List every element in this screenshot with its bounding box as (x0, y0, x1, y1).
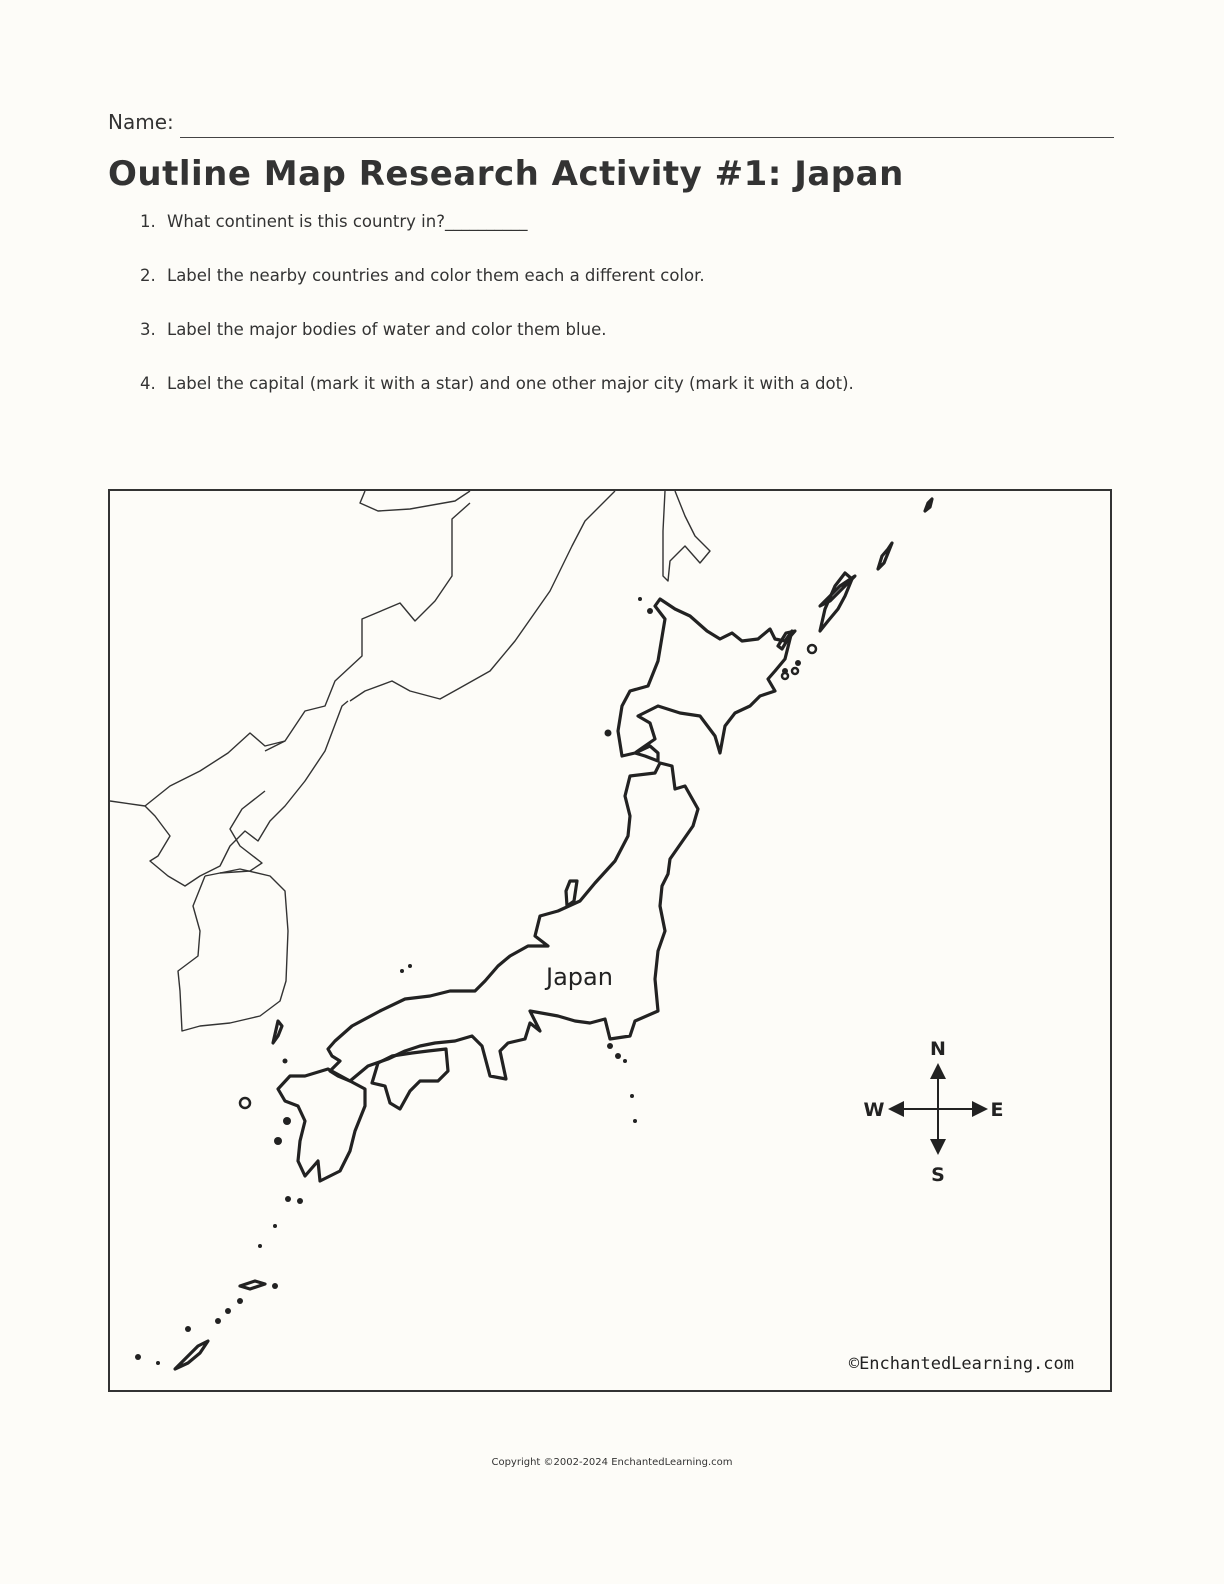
tsushima-dot (283, 1059, 288, 1064)
china-inner-border (265, 503, 470, 751)
map-credit: ©EnchantedLearning.com (848, 1354, 1074, 1374)
hokkaido-island (618, 599, 792, 761)
compass-e-label: E (990, 1099, 1004, 1121)
russia-coast (350, 491, 615, 701)
question-item (140, 320, 854, 374)
question-text: Label the major bodies of water and color them blue. (167, 320, 607, 339)
compass-w-label: W (863, 1099, 885, 1121)
yakushima-dot (297, 1198, 303, 1204)
honshu-island (328, 763, 698, 1081)
kuril-island-3 (878, 543, 892, 569)
shikoku-island (372, 1049, 448, 1109)
country-label-japan: Japan (546, 963, 613, 991)
page-title: Outline Map Research Activity #1: Japan (108, 154, 904, 194)
kuril-circle-3 (782, 673, 788, 679)
ryukyu-dot-5 (225, 1308, 231, 1314)
goto-dot-2 (274, 1137, 282, 1145)
okushiri-dot (605, 730, 612, 737)
amami-island (240, 1281, 265, 1289)
goto-dot-1 (283, 1117, 291, 1125)
question-list (140, 212, 854, 428)
izu-dot-5 (633, 1119, 637, 1123)
izu-dot-2 (615, 1053, 621, 1059)
izu-dot-3 (623, 1059, 627, 1063)
footer-copyright: Copyright ©2002-2024 EnchantedLearning.com (491, 1457, 733, 1468)
japan-outline-map (110, 491, 1110, 1390)
name-label: Name: (108, 110, 174, 134)
compass-rose (896, 1071, 980, 1147)
izu-dot-1 (607, 1043, 613, 1049)
ryukyu-dot-3 (272, 1283, 278, 1289)
oki-dot-2 (400, 969, 404, 973)
habomai-dot-2 (795, 660, 801, 666)
russia-china-border (360, 491, 470, 511)
ryukyu-dot-2 (258, 1244, 262, 1248)
sakhalin-outline (663, 491, 710, 581)
ryukyu-dot-7 (185, 1326, 191, 1332)
ryukyu-dot-6 (215, 1318, 221, 1324)
izu-dot-4 (630, 1094, 634, 1098)
kuril-island-5 (778, 631, 795, 649)
question-item (140, 374, 854, 428)
kuril-circle-1 (808, 645, 816, 653)
kyushu-island (278, 1069, 365, 1181)
kuril-island-4 (925, 499, 932, 511)
compass-s-label: S (931, 1164, 945, 1186)
oki-dot-1 (408, 964, 412, 968)
name-blank-line[interactable] (180, 137, 1114, 138)
question-item (140, 212, 854, 266)
tanegashima-dot (285, 1196, 291, 1202)
ryukyu-dot-4 (237, 1298, 243, 1304)
rishiri-dot (638, 597, 642, 601)
question-text: What continent is this country in?__________ (167, 212, 528, 231)
compass-n-label: N (930, 1038, 946, 1060)
okinawa-island (175, 1341, 208, 1369)
cheju-circle (240, 1098, 250, 1108)
island-near-kyushu-1 (273, 1021, 282, 1043)
question-item (140, 266, 854, 320)
question-number: 4. (140, 374, 156, 393)
kuril-circle-2 (792, 668, 798, 674)
korea-dmz (205, 791, 265, 876)
china-korea-border (110, 701, 348, 886)
ryukyu-dot-8 (135, 1354, 141, 1360)
south-korea-coast (178, 869, 288, 1031)
ryukyu-dot-9 (156, 1361, 160, 1365)
question-number: 3. (140, 320, 156, 339)
name-row (108, 110, 1114, 140)
map-frame (108, 489, 1112, 1392)
question-text: Label the capital (mark it with a star) and one other major city (mark it with a dot). (167, 374, 854, 393)
rebun-dot (647, 608, 653, 614)
question-number: 2. (140, 266, 156, 285)
ryukyu-dot-1 (273, 1224, 277, 1228)
north-korea-coast (145, 733, 285, 806)
question-number: 1. (140, 212, 156, 231)
question-text: Label the nearby countries and color them each a different color. (167, 266, 705, 285)
